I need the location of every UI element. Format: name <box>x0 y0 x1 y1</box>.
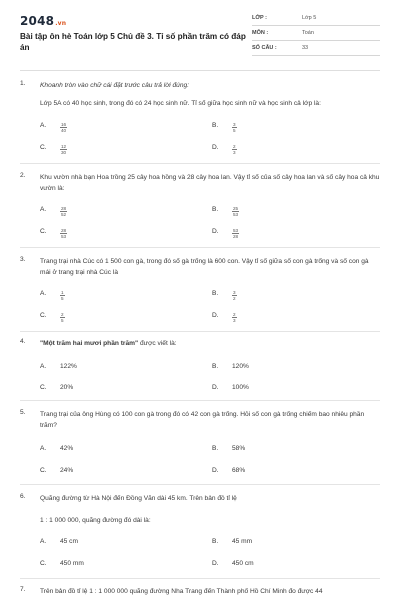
meta-row-count <box>252 42 380 56</box>
question-2 <box>20 172 380 244</box>
question-number: 1. <box>20 80 26 87</box>
site-logo[interactable] <box>20 14 66 28</box>
question-separator <box>20 578 380 579</box>
meta-key: MÔN : <box>252 30 269 36</box>
question-text <box>40 338 380 349</box>
option-value: 24% <box>60 467 74 474</box>
logo-suffix: .vn <box>55 20 67 27</box>
option-letter: D. <box>212 144 219 151</box>
question-text: Khu vườn nhà bạn Hoa trồng 25 cây hoa hồng và 28 cây hoa lan. Vậy tỉ số của số cây hoa lan và số cây hoa cả khu vườn là: <box>40 174 380 192</box>
meta-value: Toán <box>302 30 314 36</box>
option-value: 58% <box>232 445 246 452</box>
option-letter: C. <box>40 560 47 567</box>
question-7 <box>20 586 380 600</box>
fraction: $\frac{12}{30}$ <box>61 144 67 155</box>
option-letter: C. <box>40 384 47 391</box>
option-letter: B. <box>212 445 219 452</box>
question-separator <box>20 400 380 401</box>
question-text: Quãng đường từ Hà Nội đến Đồng Văn dài 45 km. Trên bản đồ tỉ lệ <box>40 495 237 502</box>
question-4 <box>20 338 380 398</box>
option-value: 122% <box>60 363 77 370</box>
meta-value: Lớp 5 <box>302 15 317 21</box>
meta-table <box>252 12 380 57</box>
option-letter: B. <box>212 206 219 213</box>
question-separator <box>20 484 380 485</box>
fraction: $\frac{25}{53}$ <box>233 206 239 217</box>
option-value: 20% <box>60 384 74 391</box>
option-value: 100% <box>232 384 249 391</box>
option-value: 450 mm <box>60 560 84 567</box>
option-value: 450 cm <box>232 560 254 567</box>
meta-key: LỚP : <box>252 15 267 21</box>
question-3 <box>20 256 380 328</box>
option-value: 45 mm <box>232 538 253 545</box>
question-number: 7. <box>20 586 26 593</box>
option-letter: B. <box>212 122 219 129</box>
fraction: $\frac{53}{28}$ <box>233 228 239 239</box>
meta-key: SỐ CÂU : <box>252 45 277 51</box>
option-letter: C. <box>40 228 47 235</box>
option-letter: A. <box>40 122 47 129</box>
question-text: Trên bản đồ tỉ lệ 1 : 1 000 000 quãng đường Nha Trang đến Thành phố Hồ Chí Minh đo được 44 <box>40 588 323 595</box>
option-letter: B. <box>212 538 219 545</box>
option-letter: D. <box>212 312 219 319</box>
option-letter: C. <box>40 467 47 474</box>
option-letter: A. <box>40 290 47 297</box>
question-number: 4. <box>20 338 26 345</box>
question-separator <box>20 163 380 164</box>
fraction: $\frac{1}{5}$ <box>61 290 64 301</box>
option-letter: B. <box>212 290 219 297</box>
question-number: 2. <box>20 172 26 179</box>
fraction: $\frac{3}{5}$ <box>233 122 236 133</box>
option-letter: A. <box>40 445 47 452</box>
header <box>20 12 380 67</box>
option-letter: A. <box>40 363 47 370</box>
option-value: 45 cm <box>60 538 78 545</box>
question-separator <box>20 247 380 248</box>
option-value: 42% <box>60 445 74 452</box>
question-text: Trang trại của ông Hùng có 100 con gà trong đó có 42 con gà trống. Hỏi số con gà trống chiếm bao nhiêu phần trăm? <box>40 411 365 429</box>
question-number: 3. <box>20 256 26 263</box>
option-value: 68% <box>232 467 246 474</box>
option-letter: C. <box>40 144 47 151</box>
option-value: 120% <box>232 363 249 370</box>
question-6 <box>20 493 380 575</box>
fraction: $\frac{16}{40}$ <box>61 122 67 133</box>
option-letter: A. <box>40 538 47 545</box>
question-text-rest: được viết là: <box>138 340 177 347</box>
logo-main: 2048 <box>20 14 55 28</box>
question-text: Trang trại nhà Cúc có 1 500 con gà, trong đó số gà trống là 600 con. Vậy tỉ số giữa số con gà trống và số con gà mái ở trang trại nhà Cúc là <box>40 258 369 276</box>
question-text: Khoanh tròn vào chữ cái đặt trước câu trả lời đúng: <box>40 82 190 89</box>
fraction: $\frac{3}{2}$ <box>233 290 236 301</box>
fraction: $\frac{2}{3}$ <box>233 144 236 155</box>
question-text-bold: "Một trăm hai mươi phần trăm" <box>40 340 139 347</box>
option-letter: D. <box>212 384 219 391</box>
option-letter: C. <box>40 312 47 319</box>
question-subtext: 1 : 1 000 000, quãng đường đó dài là: <box>40 517 151 524</box>
fraction: $\frac{2}{5}$ <box>61 312 64 323</box>
header-divider <box>20 70 380 71</box>
meta-row-subject <box>252 27 380 41</box>
document-title: Bài tập ôn hè Toán lớp 5 Chủ đề 3. Tỉ số phần trăm có đáp án <box>20 32 246 52</box>
meta-row-grade <box>252 12 380 26</box>
fraction: $\frac{2}{3}$ <box>233 312 236 323</box>
option-letter: D. <box>212 228 219 235</box>
option-letter: D. <box>212 467 219 474</box>
question-subtext: Lớp 5A có 40 học sinh, trong đó có 24 học sinh nữ. Tỉ số giữa học sinh nữ và học sinh cả lớp là: <box>40 100 321 107</box>
option-letter: B. <box>212 363 219 370</box>
question-separator <box>20 331 380 332</box>
option-letter: A. <box>40 206 47 213</box>
option-letter: D. <box>212 560 219 567</box>
question-number: 6. <box>20 493 26 500</box>
fraction: $\frac{28}{52}$ <box>61 206 67 217</box>
fraction: $\frac{28}{53}$ <box>61 228 67 239</box>
meta-value: 33 <box>302 45 309 51</box>
question-number: 5. <box>20 409 26 416</box>
question-1 <box>20 80 380 160</box>
question-5 <box>20 409 380 481</box>
